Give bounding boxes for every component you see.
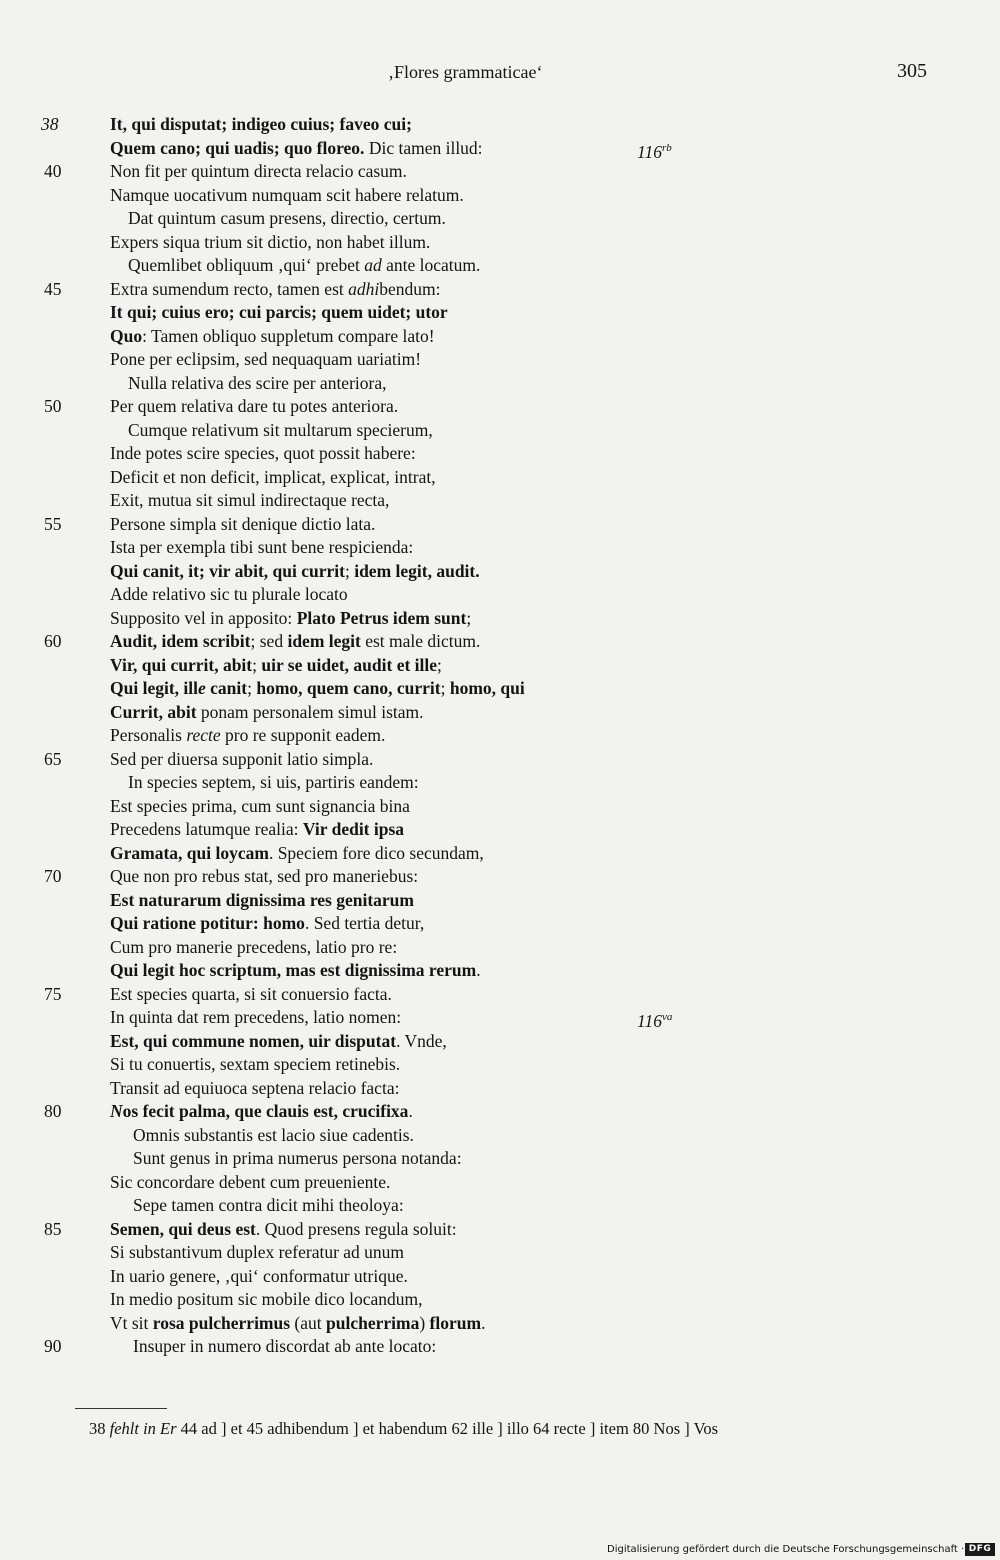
verse-text-line — [110, 278, 441, 302]
text-segment: Non fit per quintum directa relacio casum. — [110, 161, 407, 181]
verse-text-line — [128, 372, 386, 396]
text-segment: Si tu conuertis, sextam speciem retinebis. — [110, 1054, 401, 1074]
verse-text-line — [110, 748, 373, 772]
text-segment: . Quod presens regula soluit: — [255, 1218, 457, 1239]
text-segment: ; — [247, 678, 257, 698]
text-segment: . Speciem fore dico secundam, — [268, 842, 484, 863]
text-segment: It qui; cuius ero; cui parcis; quem uidet; utor — [110, 302, 448, 322]
verse-line — [0, 889, 1000, 913]
verse-text-line — [110, 1030, 447, 1054]
text-segment: Est species prima, cum sunt signancia bina — [110, 795, 410, 816]
page-number: 305 — [897, 60, 927, 82]
folio-side: va — [661, 1011, 673, 1023]
line-number: 55 — [44, 513, 62, 534]
verse-line — [0, 983, 1000, 1007]
verse-text-line — [110, 301, 448, 325]
text-segment: idem legit — [287, 631, 361, 651]
verse-text-line — [110, 889, 414, 913]
verse-line — [0, 1288, 1000, 1312]
text-segment: Qui ratione potitur: homo — [110, 913, 305, 933]
text-segment: ) — [419, 1312, 430, 1333]
verse-line — [0, 231, 1000, 255]
running-title: ‚Flores grammaticae‘ — [388, 62, 543, 82]
text-segment: Personalis — [110, 725, 187, 745]
text-segment: 38 — [89, 1419, 110, 1438]
verse-text-line — [110, 1312, 485, 1336]
text-segment: ; — [437, 654, 442, 675]
text-segment: Gramata, qui loycam — [110, 842, 269, 863]
verse-text-line — [110, 701, 424, 725]
folio-number: 116 — [637, 141, 662, 162]
line-number: 90 — [44, 1336, 62, 1356]
verse-text-line — [133, 1124, 414, 1148]
verse-text-line — [110, 583, 348, 607]
verse-text-line — [110, 1006, 401, 1030]
line-number: 60 — [44, 631, 62, 651]
text-segment: In quinta dat rem precedens, latio nomen: — [110, 1007, 402, 1027]
text-segment: Pone per eclipsim, sed nequaquam uariatim! — [110, 349, 422, 369]
text-segment: recte — [186, 725, 221, 745]
text-segment: Sunt genus in prima numerus persona notanda: — [133, 1148, 462, 1168]
line-number: 38 — [41, 114, 59, 134]
text-segment: pro re supponit eadem. — [220, 725, 386, 745]
verse-line — [0, 912, 1000, 936]
text-segment: Si substantivum duplex referatur ad unum — [110, 1242, 405, 1262]
text-segment: fehlt in Er — [109, 1419, 177, 1438]
text-segment: Sed per diuersa supponit latio simpla. — [110, 748, 374, 769]
verse-text-line — [110, 912, 424, 936]
text-segment: It, qui disputat; indigeo cuius; faveo cui; — [110, 114, 412, 134]
text-segment: Sepe tamen contra dicit mihi theoloya: — [133, 1195, 404, 1215]
verse-text-line — [133, 1194, 404, 1218]
text-segment: Ista per exempla tibi sunt bene respicienda: — [110, 537, 414, 557]
text-segment: adhi — [348, 278, 380, 299]
line-number: 85 — [44, 1218, 62, 1239]
text-segment: ; — [252, 654, 262, 675]
verse-text-line — [110, 1241, 404, 1265]
verse-line — [0, 207, 1000, 231]
verse-text-line — [110, 983, 392, 1007]
verse-line — [0, 536, 1000, 560]
text-segment: Qui canit, it; vir abit, qui currit — [110, 560, 345, 581]
verse-line — [0, 560, 1000, 584]
verse-line — [0, 1030, 1000, 1054]
verse-line — [0, 677, 1000, 701]
verse-line — [0, 654, 1000, 678]
verse-text-line — [128, 254, 480, 278]
verse-line — [0, 748, 1000, 772]
text-segment: (aut — [290, 1312, 327, 1333]
text-segment: . — [481, 1312, 486, 1333]
verse-text-line — [110, 395, 398, 419]
line-number: 70 — [44, 866, 62, 886]
verse-line — [0, 372, 1000, 396]
text-segment: homo, quem cano, currit — [256, 678, 441, 698]
text-segment: uir se uidet, audit et ille — [261, 654, 438, 675]
verse-text-line — [110, 536, 413, 560]
text-segment: . — [476, 960, 481, 980]
text-segment: homo, qui — [449, 678, 525, 698]
text-segment: . Vnde, — [396, 1030, 447, 1051]
verse-text-line — [133, 1147, 462, 1171]
text-segment: Est naturarum dignissima res genitarum — [110, 889, 414, 910]
verse-text-line — [128, 419, 433, 443]
text-segment: In medio positum sic mobile dico locandum, — [110, 1289, 423, 1309]
verse-line — [0, 842, 1000, 866]
verse-line — [0, 1147, 1000, 1171]
footnote-rule — [75, 1408, 167, 1409]
text-segment: ; — [344, 560, 355, 581]
verse-text-line — [110, 865, 418, 889]
verse-text-line — [110, 936, 397, 960]
text-segment: ante locatum. — [381, 255, 481, 275]
text-segment: Qui legit, ill — [110, 678, 198, 698]
verse-line — [0, 865, 1000, 889]
text-segment: Precedens latumque realia: — [110, 819, 303, 839]
text-segment: . — [408, 1101, 413, 1121]
folio-number: 116 — [637, 1011, 662, 1031]
text-segment: ponam personalem simul istam. — [196, 701, 424, 722]
text-segment: Exit, mutua sit simul indirectaque recta, — [110, 490, 390, 510]
verse-line — [0, 607, 1000, 631]
text-segment: e — [198, 678, 206, 698]
verse-line — [0, 771, 1000, 795]
verse-line — [0, 442, 1000, 466]
line-number: 65 — [44, 748, 62, 769]
verse-line — [0, 1241, 1000, 1265]
text-segment: Omnis substantis est lacio siue cadentis. — [133, 1124, 414, 1145]
text-segment: idem legit, audit. — [354, 560, 480, 581]
verse-line — [0, 1006, 1000, 1030]
verse-text-line — [110, 1288, 423, 1312]
text-segment: canit — [205, 678, 248, 698]
text-segment: bendum: — [379, 278, 441, 299]
verse-line — [0, 325, 1000, 349]
verse-text-line — [110, 348, 421, 372]
text-segment: Que non pro rebus stat, sed pro maneriebus: — [110, 866, 419, 886]
verse-line — [0, 419, 1000, 443]
text-segment: Extra sumendum recto, tamen est — [110, 278, 349, 299]
text-segment: Insuper in numero discordat ab ante locato: — [133, 1336, 437, 1356]
critical-apparatus — [89, 1418, 718, 1440]
text-segment: Vir dedit ipsa — [302, 819, 405, 839]
line-number: 45 — [44, 278, 62, 299]
verse-text-line — [110, 489, 389, 513]
verse-text-line — [110, 842, 484, 866]
verse-line — [0, 348, 1000, 372]
verse-line — [0, 489, 1000, 513]
text-segment: Per quem relativa dare tu potes anteriora. — [110, 396, 399, 416]
verse-line — [0, 959, 1000, 983]
text-segment: Sic concordare debent cum preueniente. — [110, 1171, 391, 1192]
line-number: 40 — [44, 161, 62, 181]
text-segment: ; — [440, 678, 450, 698]
verse-line — [0, 1218, 1000, 1242]
verse-line — [0, 1335, 1000, 1359]
verse-text-line — [110, 1053, 400, 1077]
text-segment: ; — [466, 607, 472, 628]
verse-text-line — [110, 113, 412, 137]
verse-line — [0, 513, 1000, 537]
text-segment: In uario genere, ‚qui‘ conformatur utrique. — [110, 1265, 408, 1286]
verse-line — [0, 278, 1000, 302]
verse-text-line — [110, 1077, 399, 1101]
verse-line — [0, 1171, 1000, 1195]
text-segment: Dic tamen illud: — [364, 137, 483, 158]
text-segment: Adde relativo sic tu plurale locato — [110, 584, 348, 604]
line-number: 50 — [44, 396, 62, 416]
verse-line — [0, 936, 1000, 960]
line-number: 80 — [44, 1101, 62, 1121]
verse-line — [0, 254, 1000, 278]
text-segment: Quemlibet obliquum ‚qui‘ prebet — [128, 255, 365, 275]
verse-line — [0, 184, 1000, 208]
text-segment: Vt sit — [110, 1312, 153, 1333]
digitization-credit: Digitalisierung gefördert durch die Deutsche Forschungsgemeinschaft · — [607, 1544, 965, 1555]
text-segment: 44 ad ] et 45 adhibendum ] et habendum 62 ille ] illo 64 recte ] item 80 Nos ] Vos — [176, 1419, 719, 1438]
text-segment: Audit, idem scribit — [110, 631, 251, 651]
verse-line — [0, 583, 1000, 607]
verse-text-line — [110, 677, 525, 701]
verse-text-line — [110, 560, 480, 584]
verse-text-line — [110, 818, 404, 842]
verse-text-line — [110, 325, 435, 349]
verse-text-line — [110, 184, 464, 208]
text-segment: os fecit palma, que clauis est, crucifixa — [122, 1101, 409, 1121]
text-segment: Namque uocativum numquam scit habere relatum. — [110, 184, 464, 205]
text-segment: est male dictum. — [360, 631, 481, 651]
text-segment: rosa pulcherrimus — [152, 1312, 291, 1333]
verse-line — [0, 160, 1000, 184]
verse-line — [0, 701, 1000, 725]
verse-text-line — [110, 959, 481, 983]
line-number: 75 — [44, 983, 62, 1004]
verse-line — [0, 724, 1000, 748]
text-segment: Nulla relativa des scire per anteriora, — [128, 372, 387, 393]
folio-side: rb — [661, 141, 672, 154]
verse-text-line — [110, 1100, 413, 1124]
verse-text-line — [110, 160, 407, 184]
text-segment: Plato Petrus idem sunt — [296, 607, 467, 628]
verse-line — [0, 818, 1000, 842]
verse-text-line — [110, 231, 430, 255]
text-segment: N — [110, 1101, 123, 1121]
text-segment: Qui legit hoc scriptum, mas est dignissima rerum — [110, 960, 477, 980]
text-segment: Inde potes scire species, quot possit habere: — [110, 443, 416, 463]
text-segment: ad — [364, 255, 382, 275]
verse-text-line — [128, 207, 446, 231]
verse-text-line — [110, 137, 483, 161]
verse-text-line — [110, 466, 436, 490]
verse-line — [0, 1194, 1000, 1218]
text-segment: florum — [429, 1312, 482, 1333]
text-segment: In species septem, si uis, partiris eandem: — [128, 772, 419, 792]
text-segment: Transit ad equiuoca septena relacio facta: — [110, 1077, 400, 1098]
text-segment: Cum pro manerie precedens, latio pro re: — [110, 936, 398, 957]
text-segment: pulcherrima — [326, 1312, 420, 1333]
verse-line — [0, 1077, 1000, 1101]
verse-line — [0, 1100, 1000, 1124]
verse-text-line — [110, 795, 410, 819]
verse-line — [0, 466, 1000, 490]
verse-line — [0, 137, 1000, 161]
text-segment: . Sed tertia detur, — [304, 913, 425, 933]
text-segment: Est, qui commune nomen, uir disputat — [110, 1030, 397, 1051]
text-segment: Dat quintum casum presens, directio, certum. — [128, 208, 446, 228]
text-segment: Vir, qui currit, abit — [110, 654, 253, 675]
verse-line — [0, 795, 1000, 819]
text-segment: Cumque relativum sit multarum specierum, — [128, 419, 433, 440]
text-segment: Quem cano; qui uadis; quo floreo. — [110, 137, 365, 158]
verse-text-line — [110, 630, 480, 654]
text-segment: Currit, abit — [110, 701, 197, 722]
verse-text-line — [110, 442, 416, 466]
verse-text-line — [110, 607, 471, 631]
dfg-logo-icon: DFG — [965, 1543, 995, 1556]
verse-text-line — [128, 771, 419, 795]
verse-line — [0, 301, 1000, 325]
verse-text-line — [110, 1265, 408, 1289]
verse-line — [0, 630, 1000, 654]
verse-text-line — [110, 724, 385, 748]
verse-line — [0, 1124, 1000, 1148]
verse-text-line — [110, 1171, 390, 1195]
verse-text-line — [110, 513, 375, 537]
verse-line — [0, 1053, 1000, 1077]
verse-line — [0, 1312, 1000, 1336]
verse-line — [0, 113, 1000, 137]
verse-line — [0, 1265, 1000, 1289]
text-segment: Deficit et non deficit, implicat, explicat, intrat, — [110, 466, 436, 487]
verse-text-line — [133, 1335, 436, 1359]
verse-text-line — [110, 654, 442, 678]
text-segment: Expers siqua trium sit dictio, non habet illum. — [110, 231, 431, 252]
text-segment: Supposito vel in apposito: — [110, 607, 297, 628]
text-segment: : Tamen obliquo suppletum compare lato! — [142, 325, 435, 346]
verse-text-line — [110, 1218, 457, 1242]
text-segment: ; sed — [250, 631, 288, 651]
text-segment: Est species quarta, si sit conuersio facta. — [110, 983, 392, 1004]
text-segment: Quo — [110, 325, 143, 346]
text-segment: Semen, qui deus est — [110, 1218, 256, 1239]
text-segment: Persone simpla sit denique dictio lata. — [110, 513, 376, 534]
verse-line — [0, 395, 1000, 419]
